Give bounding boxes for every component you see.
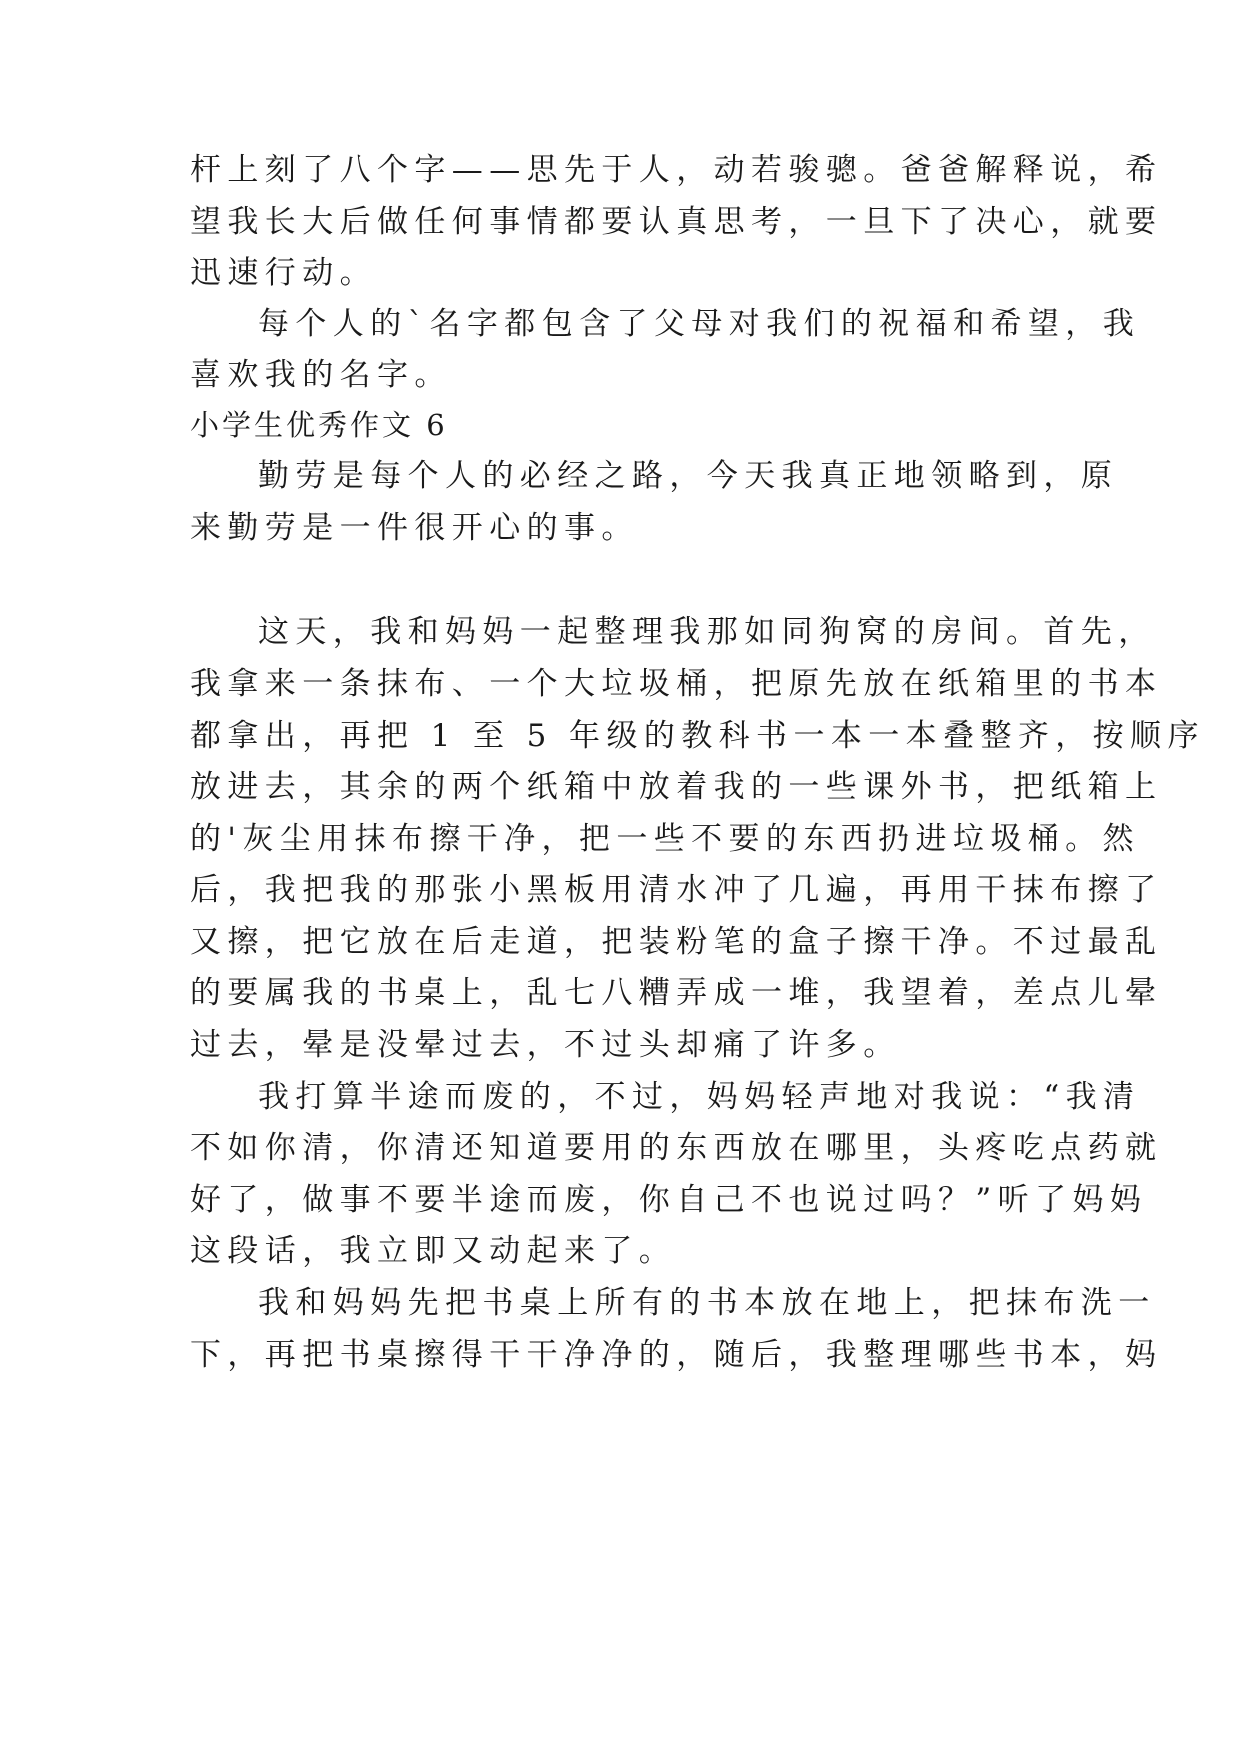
text-line: 的'灰尘用抹布擦干净，把一些不要的东西扔进垃圾桶。然 — [190, 821, 1140, 857]
text-line: 我拿来一条抹布、一个大垃圾桶，把原先放在纸箱里的书本 — [190, 666, 1163, 702]
text-line: 下，再把书桌擦得干干净净的，随后，我整理哪些书本，妈 — [190, 1337, 1163, 1373]
text-line: 来勤劳是一件很开心的事。 — [190, 510, 639, 546]
text-line: 的要属我的书桌上，乱七八糟弄成一堆，我望着，差点儿晕 — [190, 975, 1163, 1011]
text-line: 我和妈妈先把书桌上所有的书本放在地上，把抹布洗一 — [258, 1285, 1156, 1321]
text-line: 每个人的`名字都包含了父母对我们的祝福和希望，我 — [258, 306, 1141, 342]
text-line: 放进去，其余的两个纸箱中放着我的一些课外书，把纸箱上 — [190, 769, 1163, 805]
text-line: 这天，我和妈妈一起整理我那如同狗窝的房间。首先， — [258, 614, 1156, 650]
text-line: 后，我把我的那张小黑板用清水冲了几遍，再用干抹布擦了 — [190, 872, 1163, 908]
text-line: 勤劳是每个人的必经之路，今天我真正地领略到，原 — [258, 458, 1119, 494]
text-line: 杆上刻了八个字——思先于人，动若骏骢。爸爸解释说，希 — [190, 152, 1163, 188]
text-line: 这段话，我立即又动起来了。 — [190, 1233, 677, 1269]
text-line: 望我长大后做任何事情都要认真思考，一旦下了决心，就要 — [190, 204, 1163, 240]
text-line: 不如你清，你清还知道要用的东西放在哪里，头疼吃点药就 — [190, 1130, 1163, 1166]
text-line: 好了，做事不要半途而废，你自己不也说过吗？”听了妈妈 — [190, 1182, 1148, 1218]
text-line: 迅速行动。 — [190, 255, 377, 291]
text-line: 我打算半途而废的，不过，妈妈轻声地对我说：“我清 — [258, 1079, 1141, 1115]
text-line: 喜欢我的名字。 — [190, 357, 452, 393]
text-line: 又擦，把它放在后走道，把装粉笔的盒子擦干净。不过最乱 — [190, 924, 1163, 960]
section-heading: 小学生优秀作文 6 — [190, 408, 448, 442]
text-line: 过去，晕是没晕过去，不过头却痛了许多。 — [190, 1027, 901, 1063]
text-line: 都拿出，再把 1 至 5 年级的教科书一本一本叠整齐，按顺序 — [190, 718, 1205, 754]
